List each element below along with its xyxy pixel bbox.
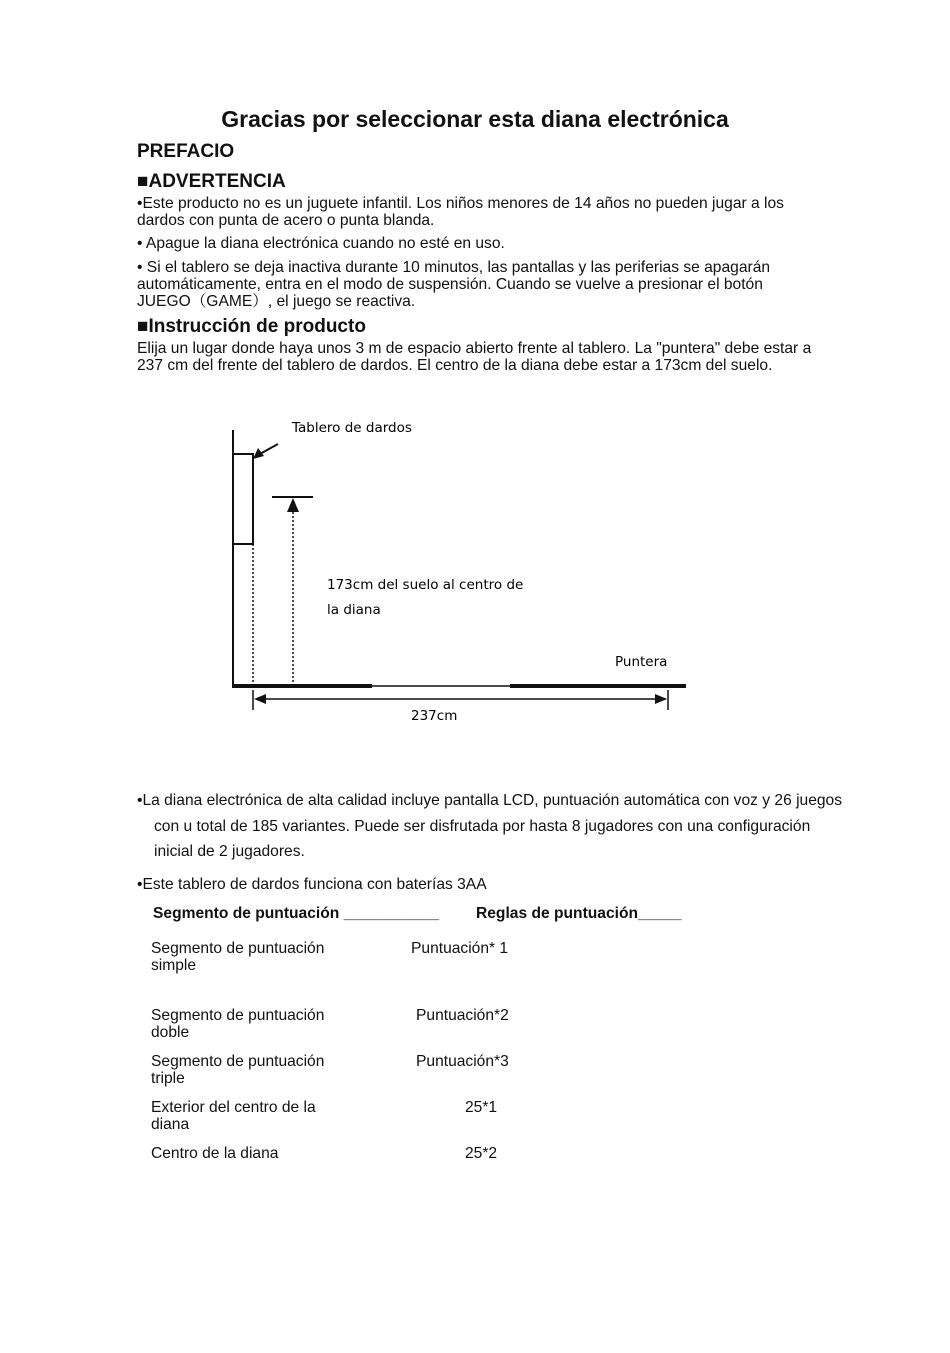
table-row-5-rule: 25*2	[465, 1145, 498, 1162]
height-label-1: 173cm del suelo al centro de	[327, 577, 524, 593]
distance-label: 237cm	[411, 708, 458, 724]
table-header-segment: Segmento de puntuación ___________	[153, 905, 439, 922]
height-arrowhead	[287, 498, 299, 512]
board-label: Tablero de dardos	[292, 420, 412, 436]
page-title: Gracias por seleccionar esta diana electrónica	[221, 106, 729, 132]
distance-arrowhead-right	[655, 694, 667, 704]
warning-item-2: • Apague la diana electrónica cuando no esté en uso.	[137, 235, 505, 252]
table-row-3-rule: Puntuación*3	[416, 1053, 509, 1070]
dartboard-shape	[233, 454, 253, 544]
preface-heading: PREFACIO	[137, 141, 235, 162]
table-row-4-segment: Exterior del centro de la diana	[151, 1099, 316, 1133]
feature-item-2: •Este tablero de dardos funciona con baterías 3AA	[137, 876, 487, 893]
instruction-heading: ■Instrucción de producto	[137, 316, 366, 337]
feature-item-1: •La diana electrónica de alta calidad incluye pantalla LCD, puntuación automática con voz y 26 juegos con u total de 185 variantes. Puede ser disfrutada por hasta 8 jugadores con una configuración inicial de 2 jugadores.	[137, 792, 843, 860]
warning-item-3: • Si el tablero se deja inactiva durante 10 minutos, las pantallas y las periferias se apagarán automáticamente, entra en el modo de suspensión. Cuando se vuelve a presionar el botón JUEGO（GAME）, el juego se reactiva.	[137, 259, 771, 310]
table-header-rules: Reglas de puntuación_____	[476, 905, 682, 922]
table-row-1-rule: Puntuación* 1	[411, 940, 509, 957]
warning-item-1: •Este producto no es un juguete infantil. Los niños menores de 14 años no pueden jugar a los dardos con punta de acero o punta blanda.	[137, 195, 784, 229]
table-row-5-segment: Centro de la diana	[151, 1145, 279, 1162]
toe-label: Puntera	[615, 654, 668, 670]
table-row-2-segment: Segmento de puntuación doble	[151, 1007, 325, 1041]
table-row-3-segment: Segmento de puntuación triple	[151, 1053, 325, 1087]
warning-heading: ■ADVERTENCIA	[137, 171, 286, 192]
distance-arrowhead-left	[254, 694, 266, 704]
table-row-2-rule: Puntuación*2	[416, 1007, 509, 1024]
setup-diagram	[0, 400, 950, 750]
table-row-1-segment: Segmento de puntuación simple	[151, 940, 325, 974]
table-row-4-rule: 25*1	[465, 1099, 498, 1116]
height-label-2: la diana	[327, 602, 381, 618]
instruction-text: Elija un lugar donde haya unos 3 m de espacio abierto frente al tablero. La "puntera" debe estar a 237 cm del frente del tablero de dardos. El centro de la diana debe estar a 173cm del suelo.	[137, 340, 812, 374]
